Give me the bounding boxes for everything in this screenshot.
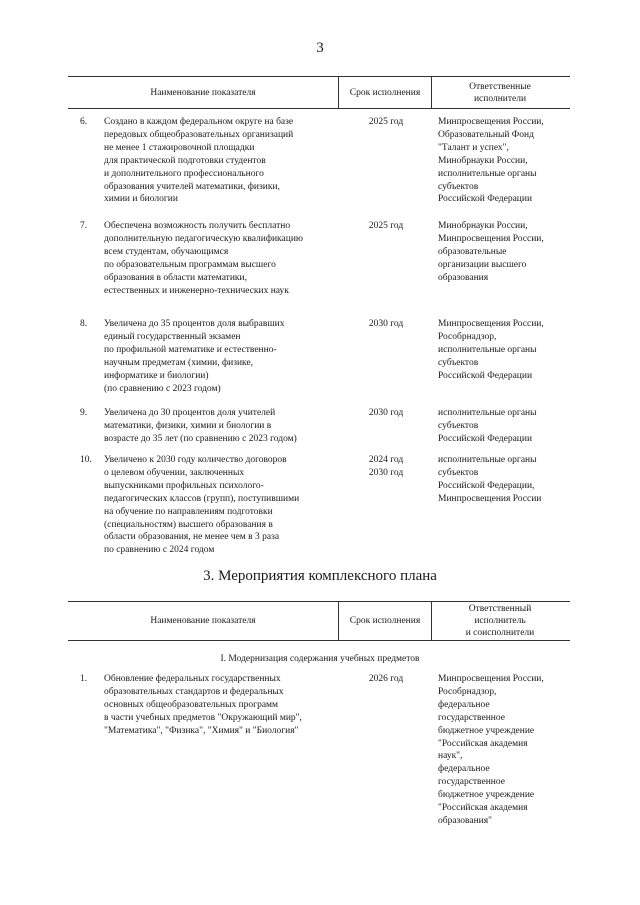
section-title: 3. Мероприятия комплексного плана [203, 568, 437, 584]
row-name-line: образовательных стандартов и федеральных [104, 686, 284, 697]
row-name-line: на обучение по направлениям подготовки [104, 506, 273, 517]
row-name [104, 116, 340, 206]
row-responsible-line: "Российская академия [438, 738, 528, 749]
row-number: 9. [80, 408, 88, 418]
row-term [346, 116, 426, 129]
row-name-line: Увеличена до 35 процентов доля выбравших [104, 319, 285, 329]
table2-header [68, 601, 570, 641]
row-responsible-line: "Талант и успех", [438, 142, 509, 153]
header-responsible-line: исполнитель [474, 616, 526, 626]
header-responsible [430, 602, 570, 640]
row-term-line: 2030 год [368, 319, 404, 329]
row-responsible [438, 454, 574, 506]
row-responsible-line: Рособрнадзор, [438, 331, 497, 342]
row-term-line: 2024 год [368, 455, 404, 465]
row-responsible-line: государственное [438, 777, 505, 788]
row-responsible-line: Российской Федерации [438, 194, 533, 205]
row-name-line: по профильной математике и естественно- [104, 344, 277, 355]
row-responsible-line: исполнительные органы [438, 455, 537, 465]
row-name-line: (специальностям) высшего образования в [104, 519, 273, 530]
row-name-line: химии и биологии [104, 194, 178, 205]
header-term: Срок исполнения [338, 77, 432, 108]
row-responsible [438, 407, 574, 446]
header-responsible-line: исполнители [473, 93, 527, 104]
row-name-line: математики, физики, химии и биологии в [104, 420, 272, 431]
row-responsible-line: Российской Федерации [438, 433, 533, 444]
row-name [104, 318, 340, 395]
row-name-line: Увеличено к 2030 году количество договоров [104, 455, 287, 465]
row-name-line: педагогических классов (групп), поступившими [104, 493, 300, 504]
row-name-line: передовых общеобразовательных организаций [104, 129, 294, 140]
row-name-line: (по сравнению с 2023 годом) [104, 383, 221, 394]
row-name-line: образования учителей математики, физики, [104, 181, 280, 192]
table1-header [68, 76, 570, 109]
row-term-line: 2026 год [368, 674, 404, 684]
row-name-line: в части учебных предметов "Окружающий мир", [104, 712, 302, 723]
row-responsible-line: Минпросвещения России [438, 493, 542, 504]
row-responsible-line: "Российская академия [438, 803, 528, 814]
subsection-title: I. Модернизация содержания учебных предметов [220, 654, 420, 664]
row-number: 1. [80, 674, 88, 684]
row-number: 8. [80, 319, 88, 329]
row-responsible [438, 220, 574, 285]
header-responsible [430, 77, 570, 108]
row-responsible-line: Рособрнадзор, [438, 686, 497, 697]
row-name-line: Увеличена до 30 процентов доля учителей [104, 408, 276, 418]
row-name [104, 220, 340, 297]
row-name-line: Обеспечена возможность получить бесплатно [104, 221, 291, 231]
row-responsible-line: Минпросвещения России, [438, 117, 544, 127]
row-term [346, 220, 426, 233]
header-name: Наименование показателя [150, 87, 256, 98]
row-term-line: 2025 год [368, 221, 404, 231]
row-name-line: для практической подготовки студентов [104, 155, 266, 166]
row-responsible-line: Российской Федерации, [438, 480, 535, 491]
row-responsible-line: Российской Федерации [438, 370, 533, 381]
header-term: Срок исполнения [338, 602, 432, 640]
row-responsible-line: субъектов [438, 420, 479, 431]
row-responsible-line: субъектов [438, 357, 479, 368]
row-name [104, 454, 340, 557]
row-responsible-line: федеральное [438, 699, 490, 710]
row-name-line: всем студентам, обучающимся [104, 246, 229, 257]
row-responsible-line: государственное [438, 712, 505, 723]
row-responsible-line: Минобрнауки России, [438, 155, 528, 166]
row-name-line: выпускниками профильных психолого- [104, 480, 264, 491]
row-responsible-line: образовательные [438, 246, 507, 257]
row-name-line: информатике и биологии) [104, 370, 209, 381]
header-name: Наименование показателя [150, 616, 256, 626]
page-number: 3 [316, 40, 324, 56]
row-responsible-line: образования [438, 272, 489, 283]
row-responsible-line: организации высшего [438, 259, 527, 270]
row-term [346, 454, 426, 480]
row-name-line: единый государственный экзамен [104, 331, 241, 342]
row-name-line: дополнительную педагогическую квалификацию [104, 233, 304, 244]
row-term [346, 407, 426, 420]
header-responsible-line: Ответственные [469, 81, 531, 92]
row-name-line: научным предметам (химии, физике, [104, 357, 254, 368]
row-responsible-line: исполнительные органы [438, 344, 537, 355]
row-responsible-line: бюджетное учреждение [438, 725, 535, 736]
row-responsible-line: бюджетное учреждение [438, 790, 535, 801]
header-responsible-line: Ответственный [468, 604, 532, 614]
row-name-line: по сравнению с 2024 годом [104, 545, 215, 556]
row-name-line: не менее 1 стажировочной площадки [104, 142, 255, 153]
row-number: 7. [80, 221, 88, 231]
row-name-line: Создано в каждом федеральном округе на базе [104, 117, 294, 127]
row-responsible-line: образования" [438, 815, 492, 826]
row-responsible [438, 318, 574, 383]
row-name-line: естественных и инженерно-технических наук [104, 285, 289, 296]
row-name-line: области образования, не менее чем в 3 раза [104, 532, 280, 543]
row-name-line: по образовательным программам высшего [104, 259, 276, 270]
row-name [104, 673, 340, 738]
row-responsible [438, 116, 574, 206]
row-term-line: 2025 год [368, 117, 404, 127]
row-responsible [438, 673, 574, 828]
row-responsible-line: Минпросвещения России, [438, 319, 544, 329]
row-term-line: 2030 год [368, 467, 404, 478]
row-responsible-line: Минпросвещения России, [438, 674, 544, 684]
row-name-line: образования в области математики, [104, 272, 247, 283]
row-name-line: Обновление федеральных государственных [104, 674, 281, 684]
header-responsible-line: и соисполнители [465, 628, 535, 638]
row-name-line: "Математика", "Физика", "Химия" и "Биология" [104, 725, 299, 736]
row-number: 10. [80, 455, 92, 465]
row-responsible-line: исполнительные органы [438, 408, 537, 418]
row-term [346, 318, 426, 331]
row-name-line: основных общеобразовательных программ [104, 699, 279, 710]
row-number: 6. [80, 117, 88, 127]
row-responsible-line: Образовательный Фонд [438, 129, 534, 140]
row-responsible-line: Минпросвещения России, [438, 233, 544, 244]
row-responsible-line: наук", [438, 751, 463, 762]
row-term-line: 2030 год [368, 408, 404, 418]
row-responsible-line: исполнительные органы [438, 168, 537, 179]
row-name-line: о целевом обучении, заключенных [104, 467, 245, 478]
row-name-line: возрасте до 35 лет (по сравнению с 2023 годом) [104, 433, 297, 444]
row-name [104, 407, 340, 446]
row-responsible-line: субъектов [438, 181, 479, 192]
row-responsible-line: Минобрнауки России, [438, 221, 528, 231]
row-responsible-line: субъектов [438, 467, 479, 478]
row-name-line: и дополнительного профессионального [104, 168, 264, 179]
row-term [346, 673, 426, 686]
row-responsible-line: федеральное [438, 764, 490, 775]
